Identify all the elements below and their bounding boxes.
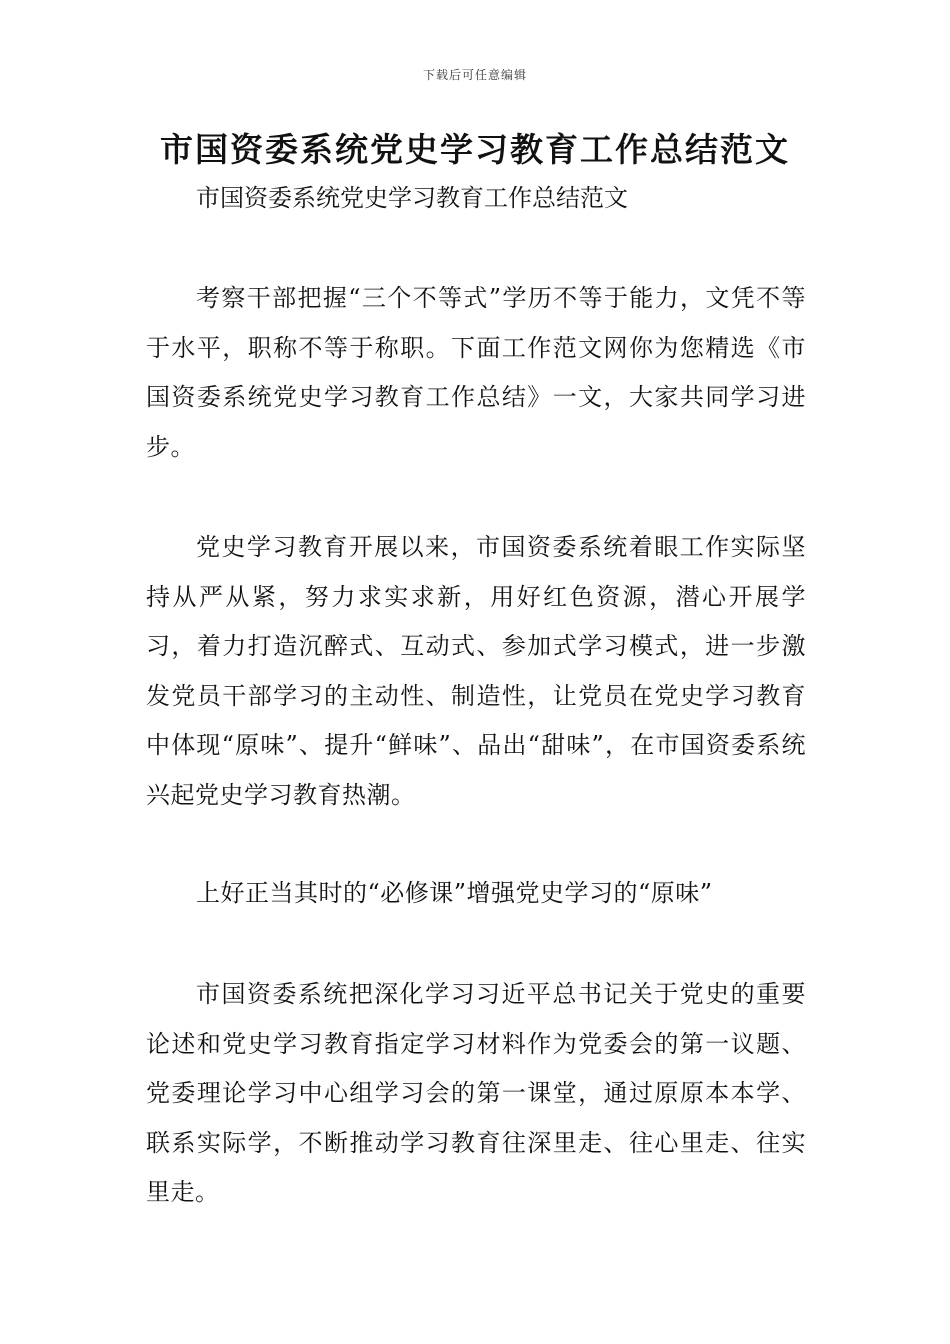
section-heading: 上好正当其时的“必修课”增强党史学习的“原味” [196, 879, 713, 907]
paragraph-overview: 党史学习教育开展以来，市国资委系统着眼工作实际坚持从严从紧，努力求实求新，用好红色资源，潜心开展学习，着力打造沉醉式、互动式、参加式学习模式，进一步激发党员干部学习的主动性、制造性，让党员在党史学习教育中体现“原味”、提升“鲜味”、品出“甜味”，在市国资委系统兴起党史学习教育热潮。 [146, 533, 806, 809]
paragraph-intro: 考察干部把握“三个不等式”学历不等于能力，文凭不等于水平，职称不等于称职。下面工作范文网你为您精选《市国资委系统党史学习教育工作总结》一文，大家共同学习进步。 [146, 284, 806, 461]
document-title: 市国资委系统党史学习教育工作总结范文 [160, 130, 790, 169]
document-subtitle: 市国资委系统党史学习教育工作总结范文 [196, 184, 628, 212]
header-note: 下载后可任意编辑 [422, 68, 527, 82]
paragraph-study: 市国资委系统把深化学习习近平总书记关于党史的重要论述和党史学习教育指定学习材料作为党委会的第一议题、党委理论学习中心组学习会的第一课堂，通过原原本本学、联系实际学，不断推动学习教育往深里走、往心里走、往实里走。 [146, 980, 806, 1206]
